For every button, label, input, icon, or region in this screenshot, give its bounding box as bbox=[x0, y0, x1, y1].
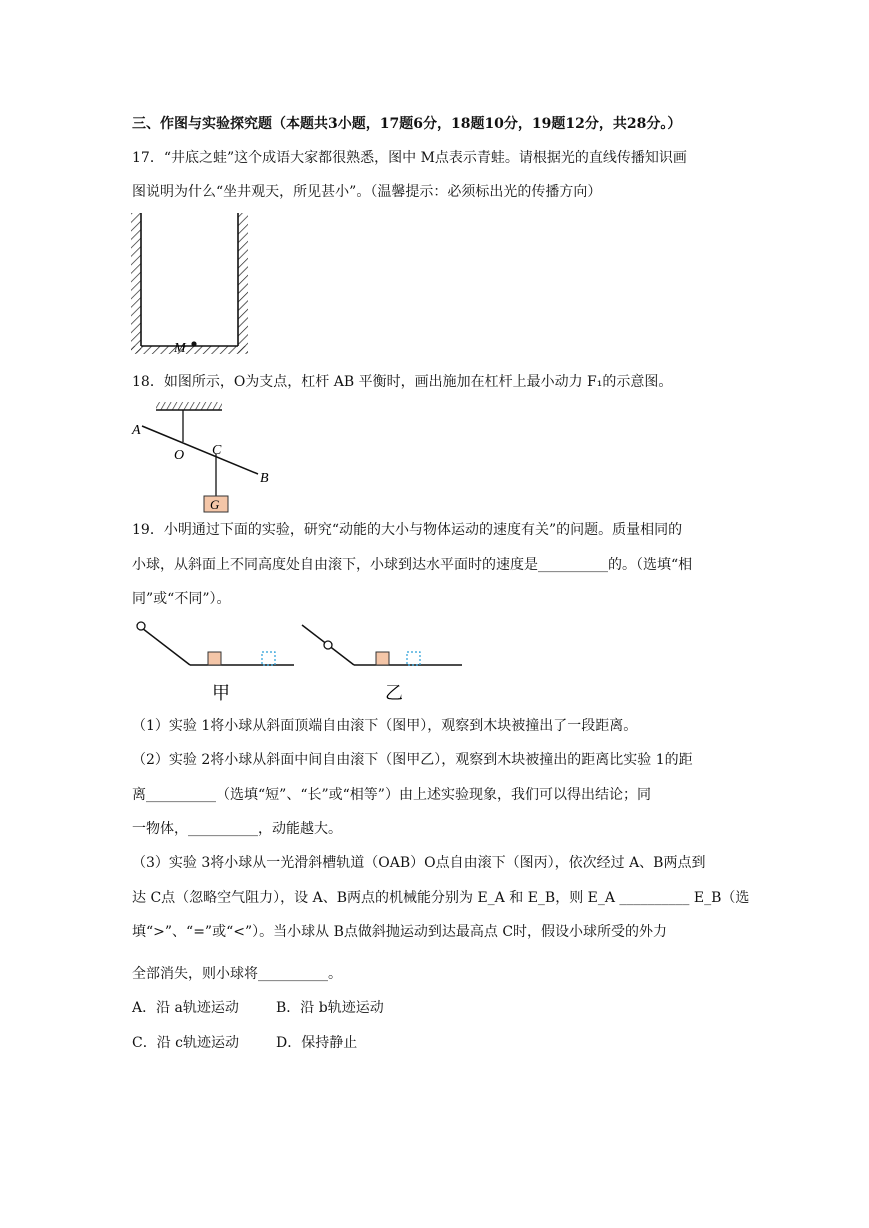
block-dashed-yi bbox=[407, 652, 420, 665]
ramp-figure-jia bbox=[137, 622, 294, 703]
lever-figure bbox=[128, 396, 278, 516]
q17-text-line2: 图说明为什么“坐井观天，所见甚小”。（温馨提示：必须标出光的传播方向） bbox=[132, 184, 602, 200]
well-figure bbox=[128, 208, 258, 368]
q19-p3-line4: 全部消失，则小球将__________。 bbox=[132, 966, 342, 982]
q19-text-line3: 同”或“不同”）。 bbox=[132, 591, 231, 607]
q19-p2-line3: 一物体，__________，动能越大。 bbox=[132, 821, 342, 837]
lever-label-o: O bbox=[174, 448, 185, 463]
q19-p3-line1: （3）实验 3将小球从一光滑斜槽轨道（OAB）O点自由滚下（图丙），依次经过 A、B两点到 bbox=[132, 855, 706, 871]
ramp-figures bbox=[128, 615, 468, 705]
fig-label-yi: 乙 bbox=[385, 683, 403, 703]
section-title: 三、作图与实验探究题（本题共3小题，17题6分，18题10分，19题12分，共28分。） bbox=[132, 116, 682, 132]
lever-label-a: A bbox=[132, 423, 141, 438]
frog-point-m bbox=[191, 341, 196, 346]
q18-text-line1: 18．如图所示，O为支点，杠杆 AB 平衡时，画出施加在杠杆上最小动力 F₁的示意图。 bbox=[132, 374, 673, 390]
q19-p3-line3: 填“>”、“=”或“<”）。当小球从 B点做斜抛运动到达最高点 C时，假设小球所受的外力 bbox=[132, 924, 668, 940]
q19-text-line2: 小球，从斜面上不同高度处自由滚下，小球到达水平面时的速度是__________的。（选填“相 bbox=[132, 557, 693, 573]
ceiling bbox=[156, 402, 222, 410]
option-a: A．沿 a轨迹运动 bbox=[132, 1000, 239, 1016]
q19-p3-line2: 达 C点（忽略空气阻力），设 A、B两点的机械能分别为 E_A 和 E_B，则 E_A __________ E_B（选 bbox=[132, 890, 750, 906]
weight-label-g: G bbox=[210, 497, 220, 512]
lever-label-c: C bbox=[212, 443, 222, 458]
q19-p1: （1）实验 1将小球从斜面顶端自由滚下（图甲），观察到木块被撞出了一段距离。 bbox=[132, 718, 638, 734]
lever-label-b: B bbox=[260, 471, 269, 486]
ball-yi bbox=[324, 641, 332, 649]
q19-p2-line2: 离__________（选填“短”、“长”或“相等”）由上述实验现象，我们可以得出结论；同 bbox=[132, 787, 651, 803]
ball-jia bbox=[137, 622, 145, 630]
frog-label-m: M bbox=[174, 341, 186, 356]
ramp-figure-yi bbox=[302, 625, 462, 703]
block-jia bbox=[208, 652, 221, 665]
block-yi bbox=[376, 652, 389, 665]
option-c: C．沿 c轨迹运动 bbox=[132, 1035, 240, 1051]
lever-ab bbox=[142, 426, 258, 474]
q19-p2-line1: （2）实验 2将小球从斜面中间自由滚下（图甲乙），观察到木块被撞出的距离比实验 1的距 bbox=[132, 752, 693, 768]
block-dashed-jia bbox=[262, 652, 275, 665]
q17-text-line1: 17．“井底之蛙”这个成语大家都很熟悉，图中 M点表示青蛙。请根据光的直线传播知识画 bbox=[132, 150, 687, 166]
option-b: B．沿 b轨迹运动 bbox=[276, 1000, 384, 1016]
fig-label-jia: 甲 bbox=[212, 683, 230, 703]
q19-text-line1: 19．小明通过下面的实验，研究“动能的大小与物体运动的速度有关”的问题。质量相同的 bbox=[132, 522, 683, 538]
option-d: D．保持静止 bbox=[276, 1035, 358, 1051]
